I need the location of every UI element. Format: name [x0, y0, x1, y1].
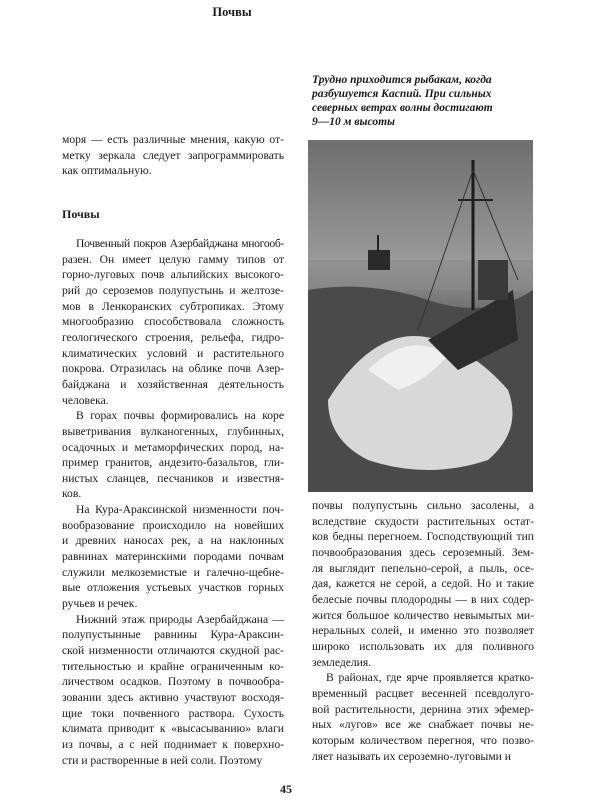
text-line: горно-луговых почв альпийских высокого-: [62, 268, 284, 282]
text-line: ков бедны перегноем. Господствующий тип: [312, 530, 534, 544]
page-number: 45: [280, 782, 292, 796]
text-line: ской низменности отличаются скудной рас-: [62, 644, 284, 658]
text-line: почвы полупустынь сильно засолены, а: [312, 499, 534, 512]
right-text-column: [312, 498, 534, 764]
text-line: почвообразования здесь сероземный. Зем-: [312, 545, 534, 559]
text-line: жится большое количество невымытых ми-: [312, 608, 534, 622]
text-line: вой растительности, дернина этих эфемер-: [312, 702, 534, 716]
text-line: белесые почвы плодородны — в них содер-: [312, 592, 534, 606]
paragraph: [62, 236, 284, 408]
photo-fishing-boats-storm: [308, 140, 533, 492]
text-line: покрова. Отразилась на облике почв Азер-: [62, 362, 284, 376]
text-line: служили мелкоземистые и галечно-щебне-: [62, 565, 284, 579]
caption-line: Трудно приходится рыбакам, когда: [312, 74, 492, 86]
text-line: временный расцвет весенней псевдолуго-: [312, 686, 534, 700]
paragraph: [62, 132, 284, 179]
text-line: ручьев и речек.: [62, 597, 138, 611]
caption-line: разбушуется Каспий. При сильных: [312, 88, 492, 100]
text-line: В районах, где ярче проявляется кратко-: [326, 671, 534, 685]
text-line: полупустынные равнины Кура-Араксин-: [62, 628, 284, 642]
text-line: ляет называть их сероземно-луговыми и: [312, 749, 511, 763]
text-line: На Кура-Араксинской низменности поч-: [76, 503, 284, 517]
text-line: нистых сланцев, песчаников и известня-: [62, 471, 284, 485]
text-line: В горах почвы формировались на коре: [76, 409, 284, 423]
text-line: человека.: [62, 393, 109, 407]
text-line: климатических условий и растительного: [62, 346, 284, 360]
text-line: Нижний этаж природы Азербайджана —: [76, 612, 284, 626]
paragraph: [62, 502, 284, 612]
text-line: геологического строения, рельефа, гидро-: [62, 330, 284, 344]
text-line: выветривания вулканогенных, глубинных,: [62, 424, 284, 438]
text-line: как оптимальную.: [62, 164, 152, 178]
text-line: мов в Ленкоранских субтропиках. Этому: [62, 299, 284, 313]
section-heading: Почвы: [62, 206, 100, 221]
text-line: моря — есть различные мнения, какую от-: [62, 133, 284, 146]
photo-caption: [312, 73, 493, 129]
text-line: осадочных и метаморфических пород, на-: [62, 440, 284, 454]
text-line: неральных солей, и именно это позволяет: [312, 624, 534, 638]
paragraph: [312, 498, 534, 670]
text-line: из почвы, а с ней поднимает к поверхно-: [62, 737, 284, 751]
text-line: разен. Он имеет целую гамму типов от: [62, 252, 284, 266]
text-line: многообразию способствовала сложность: [62, 315, 284, 329]
text-line: дая, кажется не серой, а седой. Но и такие: [312, 577, 534, 591]
text-line: вследствие скудости растительных остат-: [312, 514, 534, 528]
text-line: ков.: [62, 487, 82, 501]
text-line: рий до сероземов полупустынь и желтозе-: [62, 283, 284, 297]
paragraph: [62, 408, 284, 502]
text-line: ных «лугов» все же снабжает почвы не-: [312, 718, 534, 732]
running-header: Почвы: [212, 5, 252, 19]
text-line: Почвенный покров Азербайджана многооб-: [76, 236, 284, 250]
text-line: равнинах материнскими породами почвам: [62, 550, 284, 564]
text-line: широко использовать их для поливного: [312, 639, 534, 653]
text-line: климата приводит к «высасыванию» влаги: [62, 722, 284, 736]
text-line: земледелия.: [312, 655, 372, 669]
text-line: вообразование происходило на новейших: [62, 518, 284, 532]
text-line: личеством осадков. Поэтому в почвообра-: [62, 675, 284, 689]
caption-line: 9—10 м высоты: [312, 116, 395, 128]
paragraph: [312, 670, 534, 764]
text-line: тительностью и крайне ограниченным ко-: [62, 659, 284, 673]
text-line: зовании здесь активно участвуют восходя-: [62, 691, 284, 704]
text-line: вые отложения устьевых участков горных: [62, 581, 284, 595]
left-text-column: [62, 132, 284, 768]
text-line: которым количеством перегноя, что позво-: [312, 733, 534, 747]
caption-line: северных ветрах волны достигают: [312, 102, 493, 114]
text-line: и древних наносах рек, а на наклонных: [62, 534, 284, 548]
text-line: сти и растворенные в ней соли. Поэтому: [62, 753, 263, 767]
text-line: пример гранитов, андезито-базальтов, гли-: [62, 456, 284, 470]
text-line: байджана и хозяйственная деятельность: [62, 377, 284, 391]
paragraph: [62, 612, 284, 769]
text-line: щие токи почвенного раствора. Сухость: [62, 706, 284, 720]
text-line: ля выглядит пепельно-серой, а пыль, осе-: [312, 561, 534, 575]
text-line: метку зеркала следует запрограммировать: [62, 148, 284, 162]
